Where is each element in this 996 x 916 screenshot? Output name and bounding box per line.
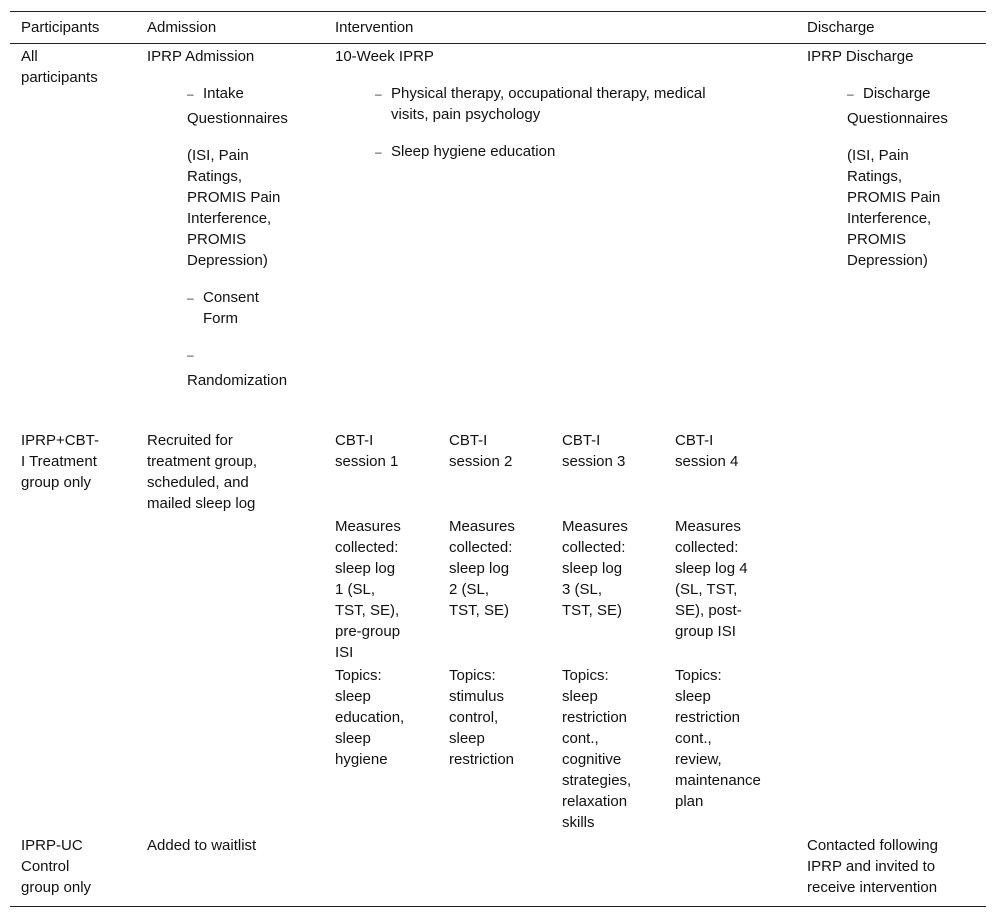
dash-bullet: – [375, 87, 382, 101]
header-intervention: Intervention [335, 19, 414, 36]
dash-bullet: – [187, 87, 194, 101]
dash-bullet: – [187, 291, 194, 305]
header-participants: Participants [21, 19, 100, 36]
admission-title: IPRP Admission [147, 48, 255, 65]
discharge-title: IPRP Discharge [807, 48, 914, 65]
row-uc-admission: Added to waitlist [147, 837, 257, 854]
dash-bullet: – [847, 87, 854, 101]
header-discharge: Discharge [807, 19, 875, 36]
header-divider [10, 43, 986, 44]
dash-bullet: – [187, 348, 194, 362]
intervention-title: 10-Week IPRP [335, 48, 434, 65]
dash-bullet: – [375, 145, 382, 159]
header-admission: Admission [147, 19, 217, 36]
